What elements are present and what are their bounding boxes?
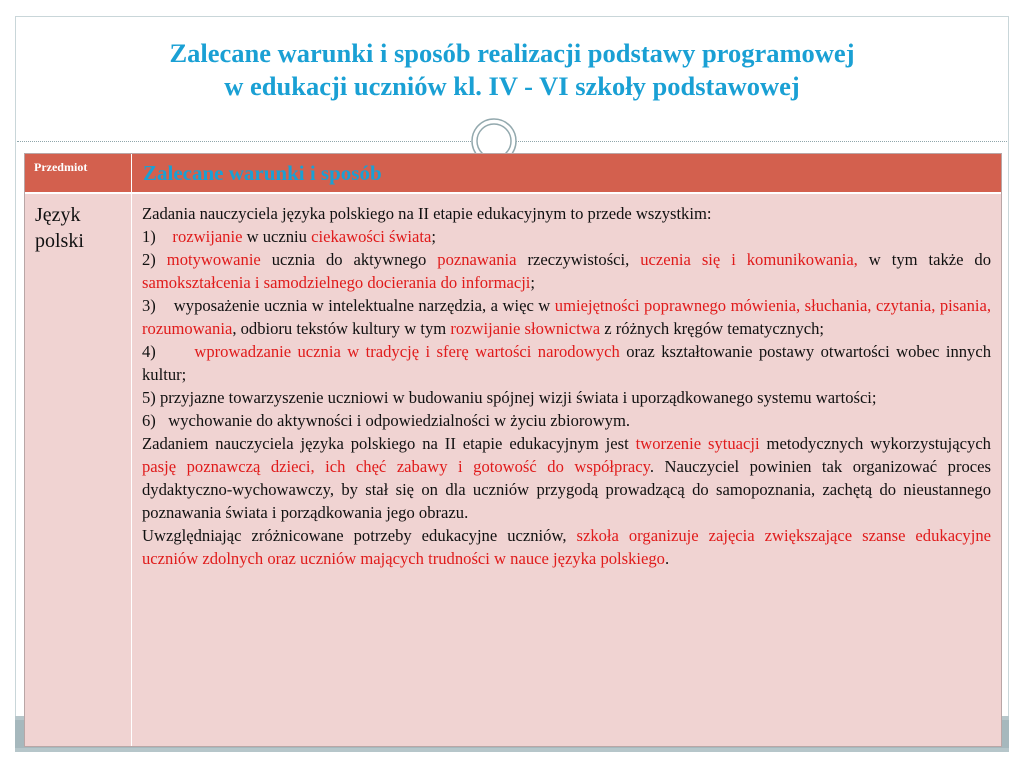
item-3-text-c: , odbioru tekstów kultury w tym [232,319,451,338]
body-divider [131,194,132,746]
item-3-highlight-d: rozwijanie słownictwa [450,319,601,338]
title-line-2: w edukacji uczniów kl. IV - VI szkoły podstawowej [224,71,800,101]
item-5-text-a: przyjazne towarzyszenie uczniowi w budowaniu spójnej wizji świata i uporządkowanego systemu wartości; [159,388,877,407]
item-2-text-d: rzeczywistości, [516,250,641,269]
para-1-highlight-d: pasję poznawczą dzieci, ich chęć zabawy i gotowość do współpracy [142,457,650,476]
item-2-number: 2) [142,250,156,269]
item-1-number: 1) [142,227,156,246]
header-subject: Przedmiot [34,160,88,174]
frame-left-line [15,16,16,716]
para-2-text-a: Uwzględniając zróżnicowane potrzeby edukacyjne uczniów, [142,526,577,545]
item-1-text-d: ; [431,227,437,246]
list-item-2 [142,248,991,294]
list-item-4 [142,340,991,386]
slide-title [20,37,1004,103]
para-1-text-a: Zadaniem nauczyciela języka polskiego na II etapie edukacyjnym jest [142,434,636,453]
item-4-text-b: oraz kształtowanie postawy otwartości wobec innych kultur; [142,342,992,384]
item-1-highlight-a: rozwijanie [172,227,243,246]
list-item-3 [142,294,991,340]
item-3-text-e: z różnych kręgów tematycznych; [600,319,825,338]
paragraph-1 [142,432,991,524]
content-table [24,153,1002,747]
item-6-number: 6) [142,411,156,430]
item-4-number: 4) [142,342,156,361]
para-2-highlight-b: szkoła organizuje zajęcia zwiększające szanse edukacyjne uczniów zdolnych oraz uczniów mających trudności w nauce języka polskiego [142,526,991,568]
left-margin [0,0,15,768]
item-2-text-h: ; [530,273,536,292]
list-item-1 [142,225,991,248]
item-3-text-a: wyposażenie ucznia w intelektualne narzędzia, a więc w [173,296,555,315]
item-4-highlight-a: wprowadzanie ucznia w tradycję i sferę wartości narodowych [194,342,620,361]
title-line-1: Zalecane warunki i sposób realizacji podstawy programowej [169,38,855,68]
item-6-text-a: wychowanie do aktywności i odpowiedzialności w życiu zbiorowym. [168,411,631,430]
subject-cell: Język polski [35,204,84,252]
para-2-text-c: . [664,549,670,568]
frame-top-line [15,16,1009,17]
paragraph-2 [142,524,991,570]
item-1-highlight-c: ciekawości świata [311,227,432,246]
item-3-highlight-b: umiejętności poprawnego mówienia, słuchania, czytania, pisania, rozumowania [142,296,992,338]
para-1-text-e: . Nauczyciel powinien tak organizować proces dydaktyczno-wychowawczy, by stał się on dla uczniów przygodą prowadzącą do samopoznania, zachętą do nieustannego poznawania świata i porządkowania jego obrazu. [142,457,991,522]
table-header-row [25,154,1001,194]
item-2-highlight-c: poznawania [437,250,517,269]
para-1-text-c: metodycznych wykorzystujących [759,434,991,453]
item-3-number: 3) [142,296,156,315]
header-divider [131,154,132,192]
content-cell [142,202,991,570]
frame-right-line [1008,16,1009,716]
item-2-highlight-a: motywowanie [166,250,261,269]
item-2-highlight-e: uczenia się i komunikowania, [640,250,858,269]
item-2-text-b: ucznia do aktywnego [260,250,438,269]
item-2-highlight-g: samokształcenia i samodzielnego docierania do informacji [142,273,531,292]
item-2-text-f: w tym także do [857,250,992,269]
item-5-number: 5) [142,388,156,407]
item-1-text-b: w uczniu [242,227,312,246]
para-1-highlight-b: tworzenie sytuacji [635,434,760,453]
list-item-5 [142,386,991,409]
right-margin [1009,0,1024,768]
list-item-6 [142,409,991,432]
header-content: Zalecane warunki i sposób [143,161,382,185]
intro-paragraph: Zadania nauczyciela języka polskiego na II etapie edukacyjnym to przede wszystkim: [142,204,712,223]
